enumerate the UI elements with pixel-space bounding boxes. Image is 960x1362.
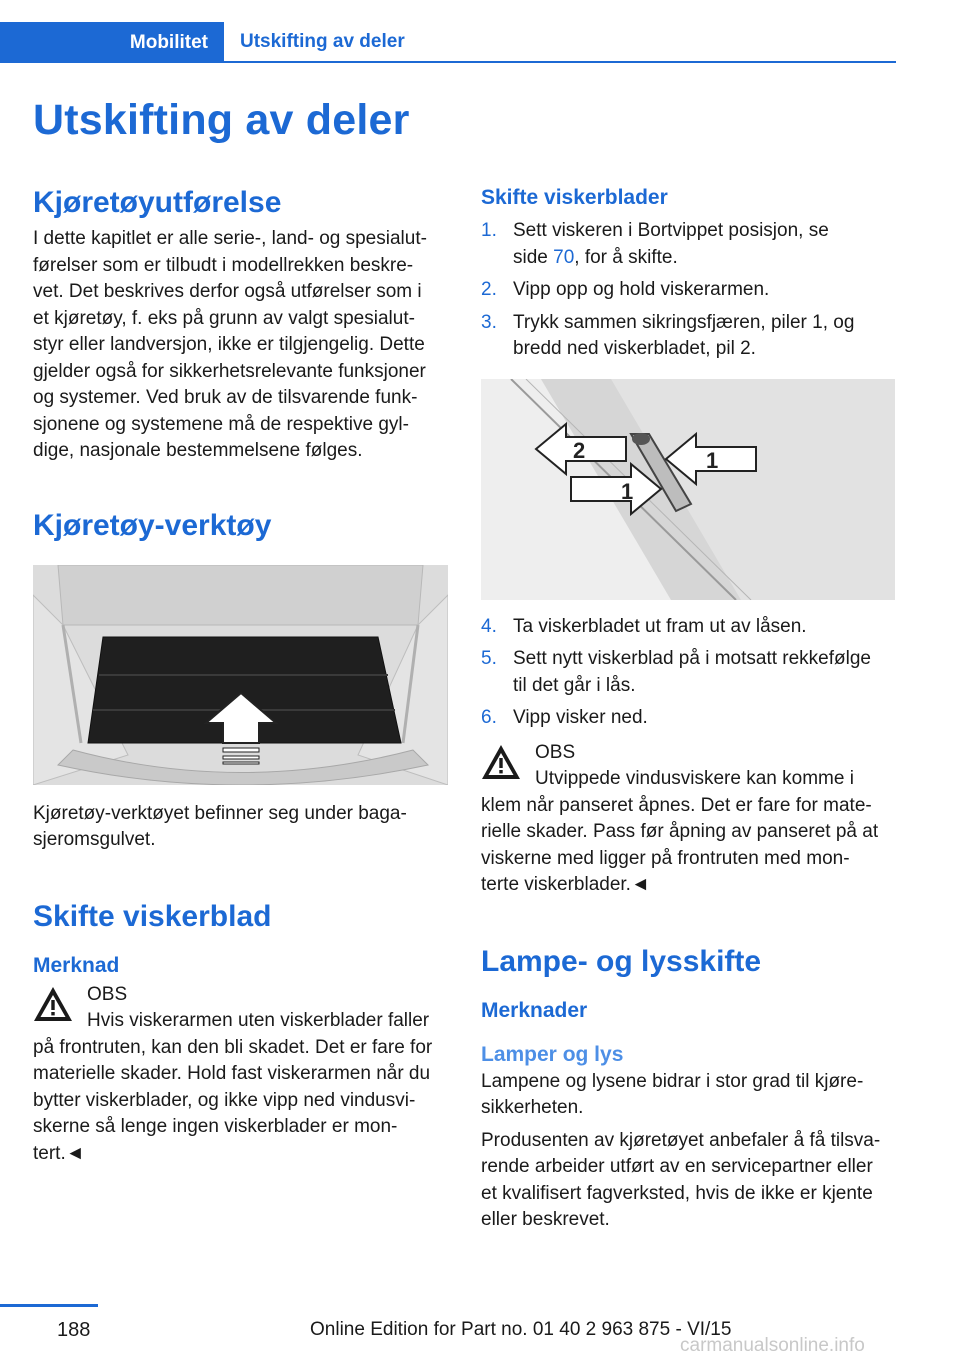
text-line: gjelder også for sikkerhetsrelevante funksjoner	[33, 360, 426, 382]
warning-notice	[481, 740, 896, 899]
page-header	[0, 22, 896, 62]
vehicle-tools-caption	[33, 801, 448, 854]
text-span: side	[513, 246, 554, 268]
text-line: Trykk sammen sikringsfjæren, piler 1, og	[513, 311, 855, 333]
list-item	[481, 614, 896, 641]
text-line: sikkerheten.	[481, 1097, 584, 1118]
list-item	[481, 277, 896, 304]
text-line: tert.◄	[33, 1142, 85, 1164]
step-number: 3.	[481, 311, 497, 333]
text-line: Produsenten av kjøretøyet anbefaler å få tilsva-	[481, 1129, 881, 1151]
text-line: klem når panseret åpnes. Det er fare for mate-	[481, 794, 872, 816]
wiper-blade-illustration	[481, 379, 895, 600]
page-title: Utskifting av deler	[33, 96, 410, 144]
lamps-paragraph-2	[481, 1128, 896, 1234]
step-number: 4.	[481, 615, 497, 637]
text-line: Hvis viskerarmen uten viskerblader faller	[87, 1010, 430, 1031]
list-item	[481, 646, 896, 699]
text-line: styr eller landversjon, ikke er tilgjengelig. Dette	[33, 334, 425, 355]
text-line: bredd ned viskerbladet, pil 2.	[513, 338, 756, 359]
section-heading-lamp-change: Lampe- og lysskifte	[481, 944, 762, 978]
page-reference-link[interactable]: 70	[553, 246, 575, 268]
text-line: og systemer. Ved bruk av de tilsvarende funk-	[33, 387, 418, 408]
left-column	[33, 186, 448, 1167]
arrow-label: 1	[706, 447, 719, 473]
text-line	[513, 245, 896, 272]
warning-notice	[33, 982, 448, 1168]
page-number: 188	[57, 1319, 91, 1341]
text-line: sjonene og systemene må de respektive gyl-	[33, 413, 409, 435]
steps-list-b	[481, 614, 896, 732]
arrow-label: 1	[621, 478, 634, 504]
warning-label: OBS	[87, 983, 128, 1005]
wiper-illustration-svg	[481, 379, 895, 600]
edition-text: Online Edition for Part no. 01 40 2 963 875 - VI/15	[310, 1319, 732, 1340]
subheading-lamps-lights: Lamper og lys	[481, 1042, 624, 1066]
arrow-label: 2	[573, 437, 586, 463]
text-line: Sett viskeren i Bortvippet posisjon, se	[513, 220, 829, 241]
steps-list-a	[481, 218, 896, 363]
step-number: 1.	[481, 220, 497, 241]
text-line: vet. Det beskrives derfor også utførelser som i	[33, 281, 422, 302]
text-line: rielle skader. Pass før åpning av panseret på at	[481, 821, 879, 842]
trunk-illustration-svg	[33, 565, 448, 785]
step-number: 2.	[481, 279, 497, 300]
chapter-tab[interactable]: Utskifting av deler	[240, 31, 405, 52]
text-line: et kjøretøy, f. eks på grunn av valgt spesialut-	[33, 307, 415, 329]
text-line: Ta viskerbladet ut fram ut av låsen.	[513, 615, 807, 637]
text-line: Vipp visker ned.	[513, 707, 648, 728]
text-line: til det går i lås.	[513, 674, 636, 696]
text-line: et kvalifisert fagverksted, hvis de ikke er kjente	[481, 1182, 873, 1204]
list-item	[481, 310, 896, 363]
text-line: I dette kapitlet er alle serie-, land- og spesialut-	[33, 228, 427, 249]
list-item	[481, 218, 896, 271]
vehicle-version-paragraph	[33, 226, 448, 465]
lamps-paragraph-1	[481, 1069, 896, 1122]
text-line: terte viskerblader.◄	[481, 874, 650, 895]
text-line: skerne så lenge ingen viskerblader er mon-	[33, 1116, 398, 1137]
text-line: Kjøretøy-verktøyet befinner seg under baga-	[33, 802, 407, 824]
watermark: carmanualsonline.info	[680, 1335, 865, 1356]
text-line: eller beskrevet.	[481, 1209, 610, 1230]
text-line: Vipp opp og hold viskerarmen.	[513, 279, 770, 300]
warning-triangle-icon	[33, 986, 73, 1022]
text-line: dige, nasjonale bestemmelsene følges.	[33, 440, 363, 461]
text-line: materielle skader. Hold fast viskerarmen når du	[33, 1063, 431, 1084]
step-number: 6.	[481, 707, 497, 728]
text-line: sjeromsgulvet.	[33, 829, 156, 850]
subheading-note: Merknad	[33, 953, 120, 977]
warning-triangle-icon	[481, 744, 521, 780]
warning-label: OBS	[535, 741, 576, 763]
text-line: Sett nytt viskerblad på i motsatt rekkefølge	[513, 648, 871, 669]
right-column	[481, 186, 896, 1234]
list-item	[481, 705, 896, 732]
text-line: førelser som er tilbudt i modellrekken beskre-	[33, 254, 414, 276]
footer-rule	[0, 1304, 98, 1307]
text-line: Lampene og lysene bidrar i stor grad til kjøre-	[481, 1070, 864, 1092]
text-line: bytter viskerblader, og ikke vipp ned vindusvi-	[33, 1089, 416, 1111]
step-number: 5.	[481, 648, 497, 669]
subheading-notes: Merknader	[481, 998, 588, 1022]
text-line: rende arbeider utført av en servicepartner eller	[481, 1156, 873, 1177]
section-heading-vehicle-tools: Kjøretøy-verktøy	[33, 508, 272, 542]
section-heading-wiper-blade: Skifte viskerblad	[33, 899, 272, 933]
text-line: Utvippede vindusviskere kan komme i	[535, 768, 854, 789]
text-line: på frontruten, kan den bli skadet. Det er fare for	[33, 1036, 433, 1058]
text-line: viskerne med ligger på frontruten med mon-	[481, 847, 850, 869]
section-heading-vehicle-version: Kjøretøyutførelse	[33, 186, 282, 219]
text-span: , for å skifte.	[574, 246, 678, 268]
trunk-floor-illustration	[33, 565, 448, 785]
subheading-change-wiper-blades: Skifte viskerblader	[481, 186, 668, 209]
section-tab[interactable]: Mobilitet	[0, 22, 224, 63]
